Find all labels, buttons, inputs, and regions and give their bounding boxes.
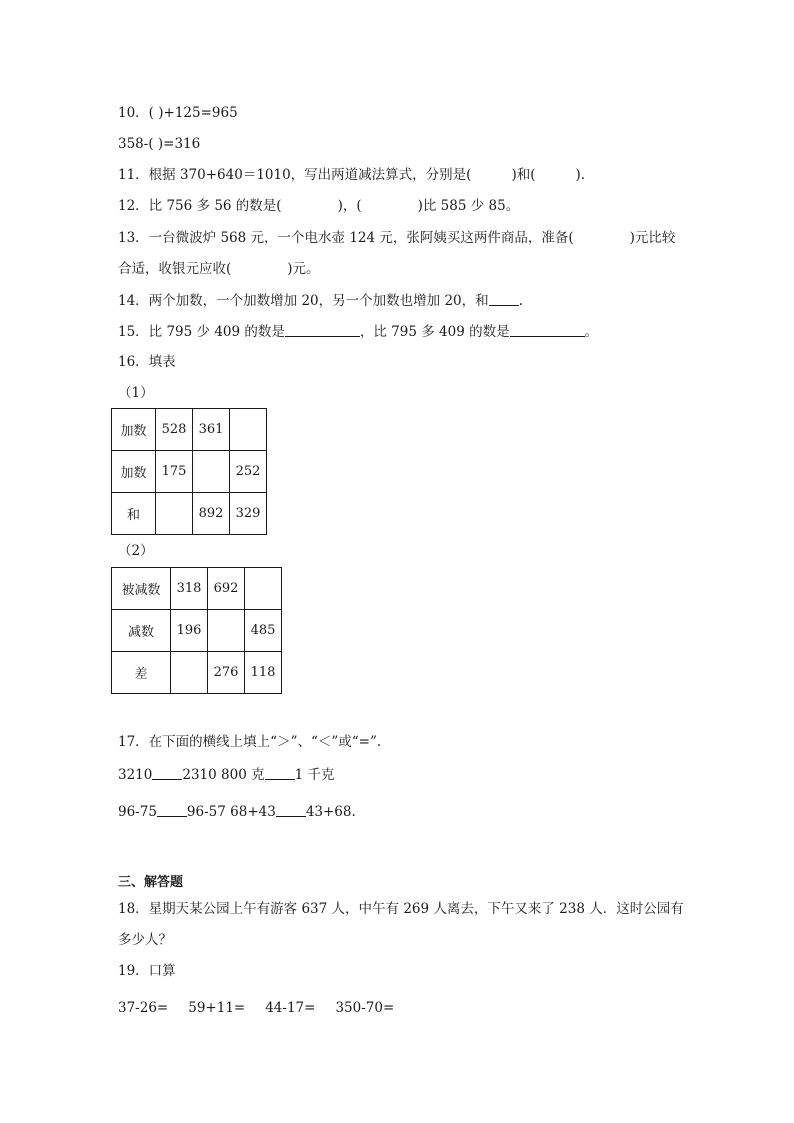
table-cell: 被减数 — [112, 568, 171, 610]
table-row — [112, 451, 267, 493]
q12-text-post: )比 585 少 85。 — [417, 198, 520, 214]
q18-line-1: 18．星期天某公园上午有游客 637 人，中午有 269 人离去，下午又来了 238 人．这时公园有 — [118, 901, 684, 917]
q17-a-left: 3210 — [118, 767, 153, 783]
table-cell-blank[interactable] — [156, 493, 193, 535]
subtraction-table — [111, 567, 282, 694]
question-13-line-2 — [118, 260, 320, 278]
q17-title: 17．在下面的横线上填上“＞”、“＜”或“=”. — [118, 734, 382, 750]
q17-a-right: 2310 — [182, 767, 217, 783]
q19-item: 59+11= — [188, 1000, 246, 1016]
table-cell: 692 — [208, 568, 245, 610]
addition-table — [111, 408, 267, 535]
section-heading: 三、解答题 — [118, 875, 184, 890]
q12-text-pre: 12．比 756 多 56 的数是( — [118, 198, 282, 214]
table-cell: 196 — [171, 610, 208, 652]
q15-answer-blank-1[interactable] — [285, 322, 360, 337]
q17-b-blank[interactable] — [265, 765, 295, 780]
q13-text-post-2: )元。 — [287, 261, 320, 277]
q11-text-mid: )和( — [511, 167, 536, 183]
table-cell: 528 — [156, 409, 193, 451]
table-row — [112, 610, 282, 652]
q15-answer-blank-2[interactable] — [510, 322, 585, 337]
table-cell: 361 — [193, 409, 230, 451]
q17-row-2 — [118, 802, 356, 821]
q13-text-post: )元比较 — [629, 230, 676, 246]
q16-title: 16．填表 — [118, 354, 176, 370]
q17-d-left: 68+43 — [230, 804, 276, 820]
q15-text-mid: ，比 795 多 409 的数是 — [359, 324, 510, 340]
q14-answer-blank[interactable] — [489, 291, 519, 306]
question-13-line-1 — [118, 229, 675, 247]
table-cell-blank[interactable] — [245, 568, 282, 610]
q19-item: 37-26= — [118, 1000, 169, 1016]
q14-text-post: . — [518, 293, 523, 309]
q17-d-right: 43+68. — [305, 804, 356, 820]
table-cell: 和 — [112, 493, 156, 535]
q16-part2-label: （2） — [118, 543, 154, 559]
q11-text-post: ). — [575, 167, 586, 183]
q11-text-pre: 11．根据 370+640＝1010，写出两道减法算式，分别是( — [118, 167, 472, 183]
q17-c-left: 96-75 — [118, 804, 157, 820]
q18-line-2: 多少人？ — [118, 932, 172, 948]
table-cell-blank[interactable] — [230, 409, 267, 451]
table-cell: 252 — [230, 451, 267, 493]
q17-d-blank[interactable] — [276, 802, 306, 817]
table-row — [112, 652, 282, 694]
question-11 — [118, 166, 585, 184]
q17-b-right: 1 千克 — [294, 767, 335, 783]
q19-item: 44-17= — [265, 1000, 316, 1016]
q17-b-left: 800 克 — [221, 767, 265, 783]
table-row — [112, 493, 267, 535]
table-cell: 118 — [245, 652, 282, 694]
q17-row-1 — [118, 765, 334, 784]
table-cell: 加数 — [112, 451, 156, 493]
q17-c-right: 96-57 — [186, 804, 226, 820]
table-cell: 175 — [156, 451, 193, 493]
q15-text-post: 。 — [584, 324, 599, 340]
q12-text-mid: )，( — [337, 198, 362, 214]
q14-text-pre: 14．两个加数，一个加数增加 20，另一个加数也增加 20，和 — [118, 293, 489, 309]
q19-items — [118, 999, 394, 1017]
table-cell: 276 — [208, 652, 245, 694]
table-row — [112, 568, 282, 610]
table-cell: 加数 — [112, 409, 156, 451]
question-12 — [118, 197, 519, 215]
table-row — [112, 409, 267, 451]
q17-a-blank[interactable] — [152, 765, 182, 780]
table-cell-blank[interactable] — [171, 652, 208, 694]
table-cell-blank[interactable] — [208, 610, 245, 652]
table-cell: 485 — [245, 610, 282, 652]
q10-line-2: 358-( )=316 — [118, 136, 201, 152]
question-15 — [118, 322, 598, 341]
q15-text-pre: 15．比 795 少 409 的数是 — [118, 324, 285, 340]
q10-line-1: 10．( )+125=965 — [118, 105, 238, 121]
table-cell: 892 — [193, 493, 230, 535]
table-cell: 减数 — [112, 610, 171, 652]
table-cell: 差 — [112, 652, 171, 694]
q19-item: 350-70= — [335, 1000, 395, 1016]
q13-text-pre: 13．一台微波炉 568 元，一个电水壶 124 元，张阿姨买这两件商品，准备( — [118, 230, 574, 246]
question-14 — [118, 291, 523, 310]
table-cell: 318 — [171, 568, 208, 610]
q17-c-blank[interactable] — [157, 802, 187, 817]
q16-part1-label: （1） — [118, 385, 154, 401]
q13-text-pre-2: 合适，收银元应收( — [118, 261, 232, 277]
table-cell: 329 — [230, 493, 267, 535]
table-cell-blank[interactable] — [193, 451, 230, 493]
q19-title: 19．口算 — [118, 963, 176, 979]
